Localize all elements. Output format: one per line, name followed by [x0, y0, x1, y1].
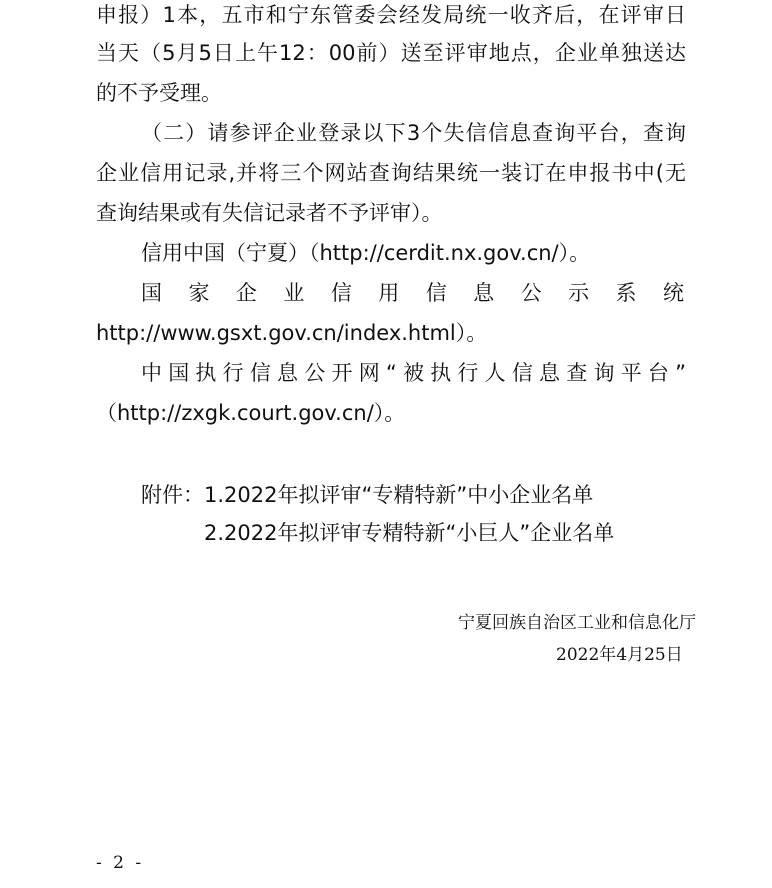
body-line-3: 的不予受理。: [96, 81, 222, 105]
body-line-1: 申报）1本，五市和宁东管委会经发局统一收齐后，在评审日: [96, 3, 686, 27]
gsxt-title-line: 国家企业信用信息公示系统: [141, 281, 686, 305]
attachment-label: 附件：: [141, 483, 204, 507]
body-line-6: 查询结果或有失信记录者不予评审）。: [96, 201, 443, 225]
zxgk-title-line: 中国执行信息公开网“被执行人信息查询平台”: [141, 361, 686, 385]
page-number: - 2 -: [96, 853, 145, 873]
signature-date: 2022年4月25日: [556, 645, 683, 665]
body-line-4: （二）请参评企业登录以下3个失信信息查询平台，查询: [141, 121, 686, 145]
signature-org: 宁夏回族自治区工业和信息化厅: [458, 613, 696, 633]
body-line-5: 企业信用记录,并将三个网站查询结果统一装订在申报书中(无: [96, 161, 686, 185]
attachment-item-2: 2.2022年拟评审专精特新“小巨人”企业名单: [204, 521, 615, 545]
body-line-2: 当天（5月5日上午12：00前）送至评审地点，企业单独送达: [96, 41, 686, 65]
attachment-line-1: [141, 480, 593, 510]
zxgk-link-line: （http://zxgk.court.gov.cn/）。: [96, 401, 406, 425]
attachment-item-1: 1.2022年拟评审“专精特新”中小企业名单: [204, 483, 594, 507]
credit-china-link-line: 信用中国（宁夏）（http://cerdit.nx.gov.cn/）。: [141, 241, 591, 265]
gsxt-link-line: http://www.gsxt.gov.cn/index.html）。: [96, 321, 488, 345]
